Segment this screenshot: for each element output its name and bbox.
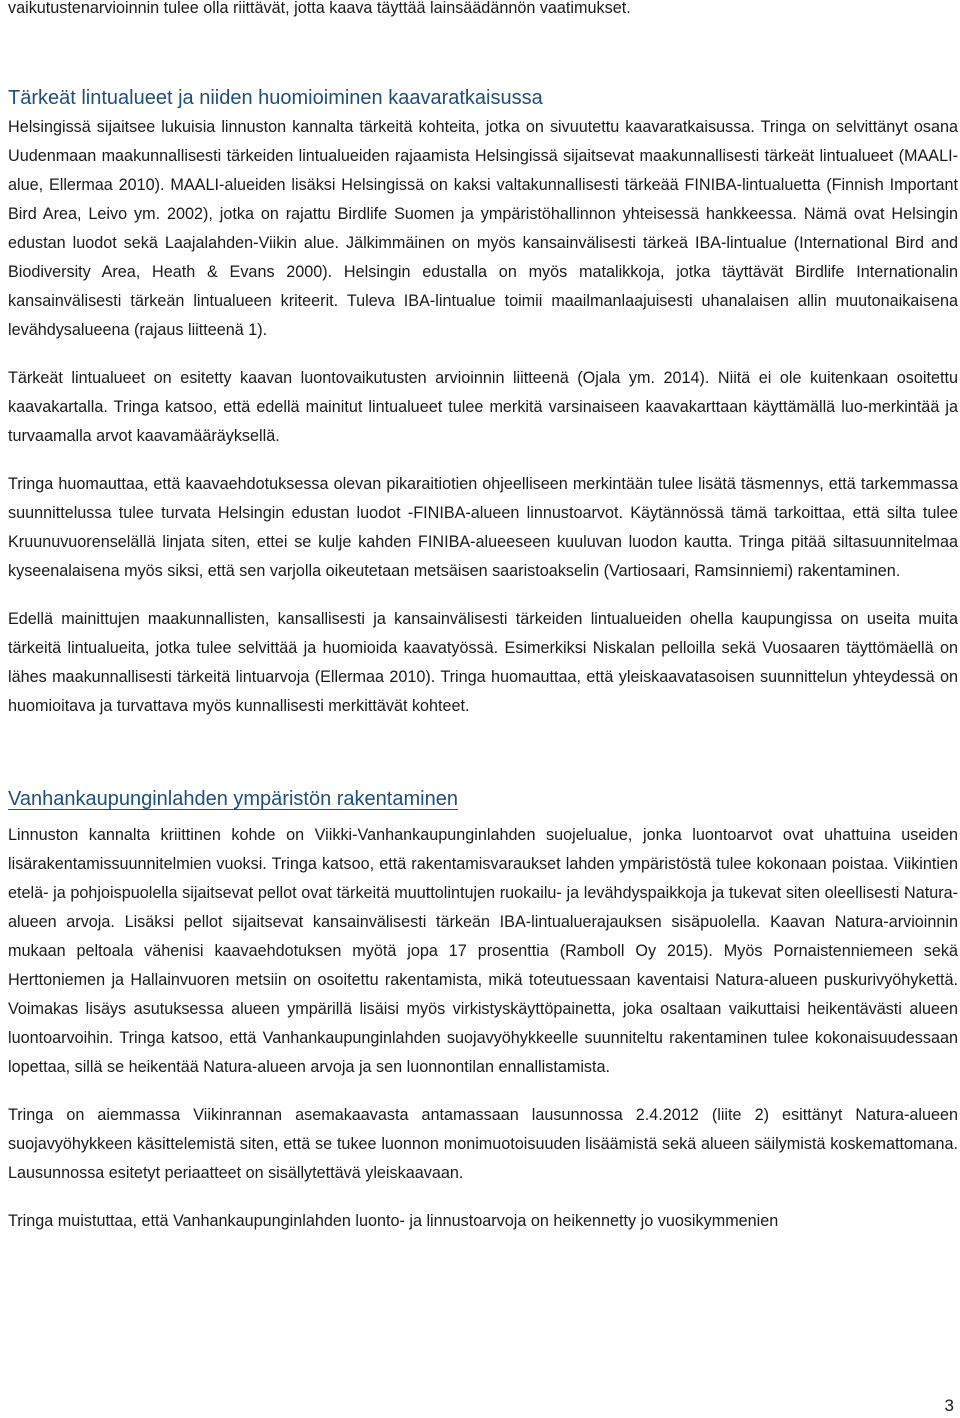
paragraph: Tringa muistuttaa, että Vanhankaupunginlahden luonto- ja linnustoarvoja on heikennetty jo vuosikymmenien — [8, 1212, 779, 1230]
paragraph: Helsingissä sijaitsee lukuisia linnuston kannalta tärkeitä kohteita, jotka on sivuutettu kaavaratkaisussa. Tringa on selvittänyt osana Uudenmaan maakunnallisesti tärkeiden lintualueiden rajaamista Helsingissä sijaitsevat maakunnallisesti tärkeät lintualueet (MAALI-alue, Ellermaa 2010). MAALI-alueiden lisäksi Helsingissä on kaksi valtakunnallisesti tärkeää FINIBA-lintualuetta (Finnish Important Bird Area, Leivo ym. 2002), jotka on rajattu Birdlife Suomen ja ympäristöhallinnon yhteisessä hankkeessa. Nämä ovat Helsingin edustan luodot sekä Laajalahden-Viikin alue. Jälkimmäinen on myös kansainvälisesti tärkeä IBA-lintualue (International Bird and Biodiversity Area, Heath & Evans 2000). Helsingin edustalla on myös matalikkoja, jotka täyttävät Birdlife Internationalin kansainvälisesti tärkeän lintualueen kriteerit. Tuleva IBA-lintualue toimii maailmanlaajuisesti uhanalaisen allin muutonaikaisena levähdysalueena (rajaus liitteenä 1). — [8, 118, 958, 339]
paragraph: Edellä mainittujen maakunnallisten, kansallisesti ja kansainvälisesti tärkeiden lintualueiden ohella kaupungissa on useita muita tärkeitä lintualueita, jotka tulee selvittää ja huomioida kaavatyössä. Esimerkiksi Niskalan pelloilla sekä Vuosaaren täyttömäellä on lähes maakunnallisesti tärkeitä lintuarvoja (Ellermaa 2010). Tringa huomauttaa, että yleiskaavatasoisen suunnittelun yhteydessä on huomioitava ja turvattava myös kunnallisesti merkittävät kohteet. — [8, 610, 958, 715]
document-page — [8, 0, 958, 1236]
section-heading-vanhankaupunginlahti: Vanhankaupunginlahden ympäristön rakentaminen — [8, 788, 458, 810]
paragraph: Tringa huomauttaa, että kaavaehdotuksessa olevan pikaraitiotien ohjeelliseen merkintään tulee lisätä täsmennys, että tarkemmassa suunnittelussa tulee turvata Helsingin edustan luodot -FINIBA-alueen linnustoarvot. Käytännössä tämä tarkoittaa, että silta tulee Kruunuvuorenselällä linjata siten, ettei se kulje kahden FINIBA-alueeseen kuuluvan luodon kautta. Tringa pitää siltasuunnitelmaa kyseenalaisena myös siksi, että sen varjolla oikeutetaan metsäisen saaristoakselin (Vartiosaari, Ramsinniemi) rakentaminen. — [8, 475, 958, 580]
paragraph: Tärkeät lintualueet on esitetty kaavan luontovaikutusten arvioinnin liitteenä (Ojala ym. 2014). Niitä ei ole kuitenkaan osoitettu kaavakartalla. Tringa katsoo, että edellä mainitut lintualueet tulee merkitä varsinaiseen kaavakarttaan käyttämällä luo-merkintää ja turvaamalla arvot kaavamääräyksellä. — [8, 369, 958, 445]
section-heading-bird-areas: Tärkeät lintualueet ja niiden huomioiminen kaavaratkaisussa — [8, 87, 543, 109]
paragraph: Tringa on aiemmassa Viikinrannan asemakaavasta antamassaan lausunnossa 2.4.2012 (liite 2) esittänyt Natura-alueen suojavyöhykkeen käsittelemistä siten, että se tukee luonnon monimuotoisuuden lisäämistä sekä alueen säilymistä koskemattomana. Lausunnossa esitetyt periaatteet on sisällytettävä yleiskaavaan. — [8, 1106, 958, 1182]
paragraph: Linnuston kannalta kriittinen kohde on Viikki-Vanhankaupunginlahden suojelualue, jonka luontoarvot ovat uhattuina useiden lisärakentamissuunnitelmien vuoksi. Tringa katsoo, että rakentamisvaraukset lahden ympäristöstä tulee kokonaan poistaa. Viikintien etelä- ja pohjoispuolella sijaitsevat pellot ovat tärkeitä muuttolintujen ruokailu- ja levähdyspaikkoja ja tukevat siten oleellisesti Natura-alueen arvoja. Lisäksi pellot sijaitsevat kansainvälisesti tärkeän IBA-lintualuerajauksen sisäpuolella. Kaavan Natura-arvioinnin mukaan peltoala vähenisi kaavaehdotuksen myötä jopa 17 prosenttia (Ramboll Oy 2015). Myös Pornaistenniemeen sekä Herttoniemen ja Hallainvuoren metsiin on osoitettu rakentamista, mikä toteutuessaan kaventaisi Natura-alueen puskurivyöhykettä. Voimakas lisäys asutuksessa alueen ympärillä lisäisi myös virkistyskäyttöpainetta, joka osaltaan vaikuttaisi heikentävästi alueen luontoarvoihin. Tringa katsoo, että Vanhankaupunginlahden suojavyöhykkeelle suunniteltu rakentaminen tulee kokonaisuudessaan lopettaa, sillä se heikentää Natura-alueen arvoja ja sen luonnontilan ennallistamista. — [8, 826, 958, 1076]
continued-paragraph: vaikutustenarvioinnin tulee olla riittävät, jotta kaava täyttää lainsäädännön vaatimukset. — [8, 0, 631, 17]
page-number: 3 — [944, 1396, 954, 1415]
